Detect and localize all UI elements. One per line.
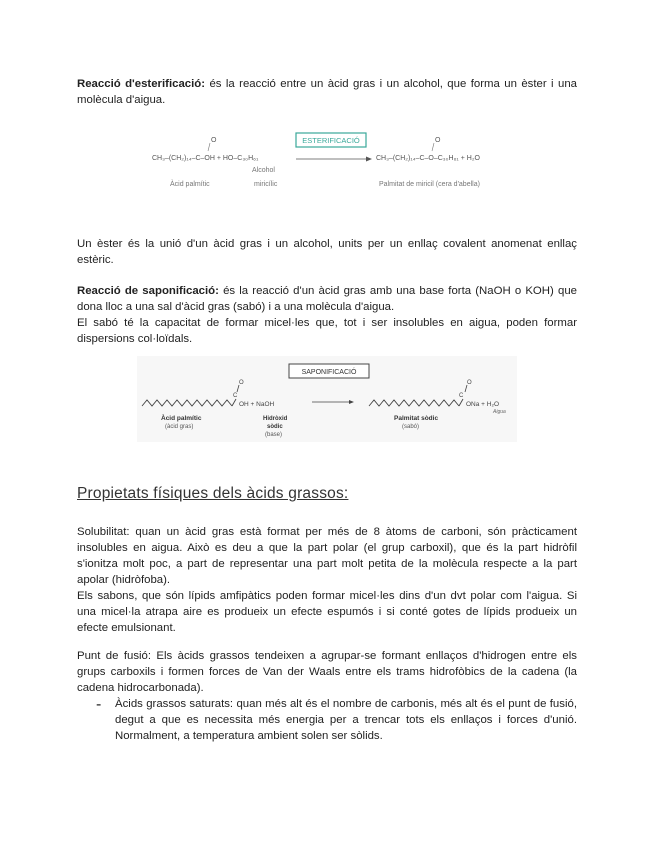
fatty-acid-sublabel: (àcid gras): [165, 424, 194, 430]
alcohol-label: Alcohol: [252, 167, 275, 174]
esterification-text: és la reacció entre un àcid gras i un alcohol, que forma un èster i una molècula d'aigua.: [77, 78, 577, 106]
base-sublabel: (base): [265, 432, 283, 438]
saponification-box-label: SAPONIFICACIÓ: [301, 369, 357, 376]
water-sublabel: Aigua: [493, 409, 506, 415]
saponification-term: Reacció de saponificació:: [77, 285, 219, 297]
product-formula: CH₃–(CH₂)₁₄–C–O–C₃₀H₆₁ + H₂O: [376, 155, 480, 162]
reactant1-formula: CH₃–(CH₂)₁₄–C–OH + HO–C₃₀H₆₁: [152, 155, 259, 162]
melting-point-list: [77, 696, 577, 744]
saponification-figure: [137, 356, 517, 442]
sodium-palmitate-label: Palmitat sòdic: [394, 415, 439, 422]
esterification-box-label: ESTERIFICACIÓ: [302, 136, 360, 145]
solubility-paragraph: Solubilitat: quan un àcid gras està format per més de 8 àtoms de carboni, són pràcticament insolubles en aigua. Això es deu a que la part polar (el grup carboxil), que és la part hidròfil s'ionitza molt poc, a part de representar una part molt petita de la molècula respecte a la part apolar (hidròfoba).: [77, 526, 577, 586]
melting-point-paragraph: Punt de fusió: Els àcids grassos tendeixen a agrupar-se formant enllaços d'hidrogen entre els grups carboxils i formen forces de Van der Waals entre els trams hidrofòbics de la cadena (la cadena hidrocarbonada).: [77, 650, 577, 694]
palmitate-oxygen: O: [467, 380, 472, 386]
ester-definition-text: Un èster és la unió d'un àcid gras i un alcohol, units per un enllaç covalent anomenat enllaç estèric.: [77, 238, 577, 266]
product-label: Palmitat de miricil (cera d'abella): [379, 181, 480, 188]
reactant1-double-bond: [208, 143, 210, 151]
soap-sublabel: (sabó): [402, 424, 420, 430]
product-double-bond: [432, 143, 434, 151]
myricyl-label: miricílic: [254, 181, 278, 188]
solubility-section: [77, 524, 577, 636]
sodium-hydroxide-label-2: sòdic: [267, 424, 283, 430]
sodium-hydroxide-label: Hidròxid: [263, 416, 288, 422]
palmitic-carbon: C: [233, 393, 238, 399]
product-group: ONa + H₂O: [466, 401, 500, 408]
palmitate-carbon: C: [459, 393, 464, 399]
list-item: [77, 696, 577, 744]
soap-micelles-text: El sabó té la capacitat de formar micel·les que, tot i ser insolubles en aigua, poden formar dispersions col·loïdals.: [77, 317, 577, 345]
reactant1-oxygen: O: [211, 137, 217, 144]
esterification-term: Reacció d'esterificació:: [77, 78, 206, 90]
melting-point-section: [77, 648, 577, 744]
palmitic-acid-label: Àcid palmític: [161, 415, 202, 422]
saponification-paragraph: [77, 283, 577, 347]
esterification-paragraph: [77, 76, 577, 108]
reactant-group: OH + NaOH: [239, 401, 275, 408]
list-dash: -: [96, 696, 102, 713]
physical-properties-heading: Propietats físiques dels àcids grassos:: [77, 485, 349, 502]
soaps-paragraph: Els sabons, que són lípids amfipàtics poden formar micel·les dins d'un dvt polar com l'aigua. Si una micel·la atrapa aire es produeix un efecte espumós i si conté gotes de lípids produeix un efecte emulsionant.: [77, 590, 577, 634]
palmitic-acid-label: Àcid palmític: [170, 181, 210, 188]
saturated-fatty-acids-text: Àcids grassos saturats: quan més alt és el nombre de carbonis, més alt és el punt de fusió, degut a que es necessita més energia per a trencar tots els enllaços i forces d'unió. Normalment, a temperatura ambient solen ser sòlids.: [115, 698, 577, 742]
saponification-text: és la reacció d'un àcid gras amb una base forta (NaOH o KOH) que dona lloc a una sal d'àcid gras (sabó) i a una molècula d'aigua.: [77, 285, 577, 313]
palmitic-oxygen: O: [239, 380, 244, 386]
esterification-figure: [148, 129, 518, 191]
product-oxygen: O: [435, 137, 441, 144]
ester-definition-paragraph: [77, 236, 577, 268]
esterification-arrowhead: [366, 157, 372, 162]
